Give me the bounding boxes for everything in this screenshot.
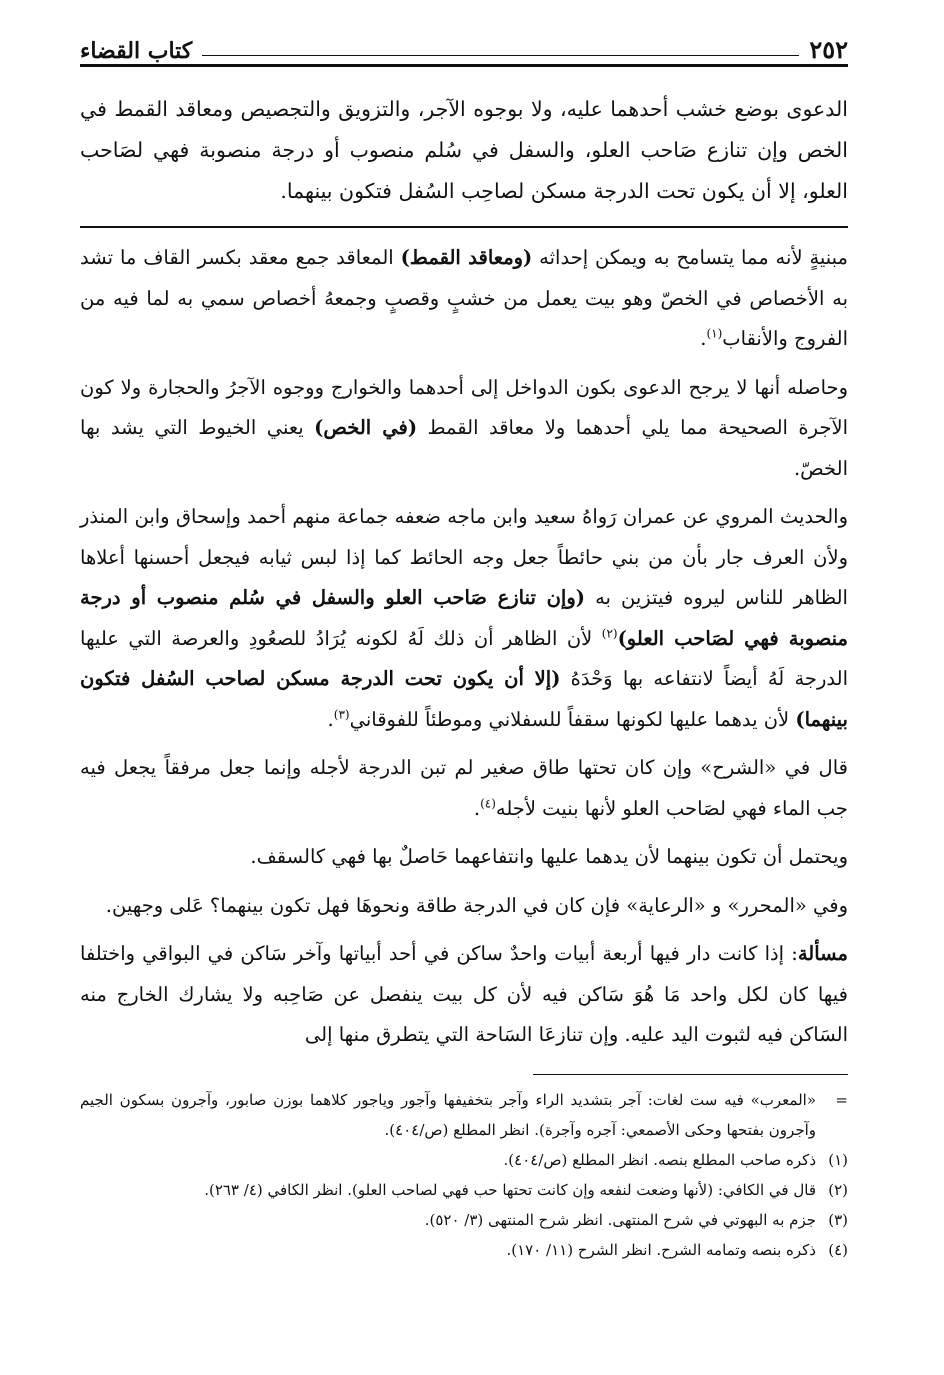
main-text-block — [80, 89, 848, 212]
footnote-marker: (٢) — [828, 1180, 848, 1199]
commentary-text: . — [473, 796, 481, 820]
footnote — [80, 1205, 848, 1235]
footnote-text: ذكره بنصه وتمامه الشرح. انظر الشرح (١١/ ١٧٠). — [506, 1240, 816, 1259]
quoted-term: (في الخص) — [314, 416, 418, 439]
quoted-term: (إلا أن يكون تحت الدرجة مسكن لصاحب السُفل فتكون بينهما) — [80, 667, 848, 731]
commentary-paragraph-1 — [80, 238, 848, 360]
commentary-paragraph-3 — [80, 497, 848, 740]
page-header — [80, 28, 848, 67]
commentary-text: . — [327, 707, 334, 731]
footnote-ref[interactable]: (٢) — [601, 626, 618, 640]
footnote-ref[interactable]: (٣) — [333, 707, 350, 721]
footnote-ref[interactable]: (٤) — [480, 796, 496, 810]
footnote-ref[interactable]: (١) — [706, 326, 723, 341]
commentary-text: والحديث المروي عن عمران رَواهُ سعيد وابن ماجه ضعفه جماعة منهم أحمد وإسحاق وابن المنذر ولأن العرف جار بأن من بني حائطاً جعل وجه الحائط كما إذا لبس ثيابه فيجعل أحسنها أعلاها الظاهر للناس ليروه فيتزين به — [80, 505, 848, 609]
footnote-marker: (٤) — [828, 1240, 848, 1259]
footnote-text: جزم به البهوتي في شرح المنتهى. انظر شرح المنتهى (٣/ ٥٢٠). — [424, 1210, 816, 1229]
commentary-text: المعاقد جمع معقد بكسر القاف ما تشد به الأخصاص في الخصّ وهو بيت يعمل من خشبٍ وقصبٍ وجمعهُ أخصاص سمي به لما فيه من الفروج والأنقاب — [80, 246, 848, 350]
footnote — [80, 1145, 848, 1175]
text-divider — [80, 226, 848, 228]
footnote-text: ذكره صاحب المطلع بنصه. انظر المطلع (ص/٤٠٤). — [503, 1150, 816, 1169]
commentary-text: . — [700, 327, 707, 350]
footnote-text: قال في الكافي: (لأنها وضعت لنفعه وإن كانت تحتها حب فهي لصاحب العلو). انظر الكافي (٤/ ٢٦٣). — [204, 1180, 816, 1199]
commentary-text: : إذا كانت دار فيها أربعة أبيات واحدٌ ساكن في أحد أبياتها وآخر سَاكن في البواقي واختلفا فيها كان لكل واحد مَا هُوَ سَاكن فيه لأن كل بيت ينفصل عن صَاحِبه ولا يشارك الخارج منه السَاكن فيه لثبوت اليد عليه. وإن تنازعَا السَاحة التي يتطرق منها إلى — [80, 942, 848, 1046]
book-title: كتاب القضاء — [80, 38, 193, 64]
commentary-paragraph-7 — [80, 934, 848, 1056]
section-label: مسألة — [797, 942, 848, 965]
header-divider — [202, 55, 799, 56]
commentary-paragraph-5: ويحتمل أن تكون بينهما لأن يدهما عليها وانتفاعهما حَاصلٌ بها فهي كالسقف. — [250, 845, 848, 868]
footnote — [80, 1235, 848, 1265]
footnote-marker: (٣) — [828, 1210, 848, 1229]
commentary-text: مبنيةٍ لأنه مما يتسامح به ويمكن إحداثه — [532, 246, 848, 269]
commentary-text: لأن الظاهر أن ذلك لَهُ لكونه يُرَادُ للصعُودِ والعرصة التي عليها الدرجة لَهُ أيضاً لانتفاعه بها وَحْدَهُ — [80, 626, 848, 690]
book-page — [80, 28, 848, 1265]
commentary-text: قال في «الشرح» وإن كان تحتها طاق صغير لم تبن الدرجة لأجله وإنما جعل مرفقاً يجعل فيه جب الماء فهي لصَاحب العلو لأنها بنيت لأجله — [80, 756, 848, 820]
footnote — [80, 1085, 848, 1145]
footnote — [80, 1175, 848, 1205]
commentary-text: لأن يدهما عليها لكونها سقفاً للسفلاني وموطئاً للفوقاني — [349, 707, 796, 731]
commentary-paragraph-4 — [80, 748, 848, 829]
quoted-term: (ومعاقد القمط) — [400, 246, 533, 269]
footnote-marker: (١) — [828, 1150, 848, 1169]
commentary-text: وحاصله أنها لا يرجح الدعوى بكون الدواخل إلى أحدهما والخوارج ووجوه الآجرُ والحجارة ولا كون الآجرة الصحيحة مما يلي أحدهما ولا معاقد القمط — [80, 375, 848, 439]
commentary-block — [80, 238, 848, 1056]
page-number: ٢٥٢ — [809, 35, 848, 64]
commentary-text: يعني الخيوط التي يشد بها الخصّ. — [80, 416, 848, 480]
commentary-paragraph-6: وفي «المحرر» و «الرعاية» فإن كان في الدرجة طاقة ونحوهَا فهل تكون بينهما؟ عَلى وجهين. — [105, 893, 848, 917]
footnote-marker: = — [835, 1090, 848, 1109]
footnotes — [80, 1085, 848, 1265]
main-paragraph: الدعوى بوضع خشب أحدهما عليه، ولا بوجوه الآجر، والتزويق والتجصيص ومعاقد القمط في الخص وإن تنازع صَاحب العلو، والسفل في سُلم منصوب أو درجة منصوبة فهي لصَاحب العلو، إلا أن يكون تحت الدرجة مسكن لصاحِب السُفل فتكون بينهما. — [80, 97, 848, 203]
commentary-paragraph-2 — [80, 368, 848, 490]
quoted-term: (وإن تنازع صَاحب العلو والسفل في سُلم منصوب أو درجة منصوبة فهي لصَاحب العلو) — [80, 586, 848, 650]
footnote-text: «المعرب» فيه ست لغات: آجر بتشديد الراء وآجر بتخفيفها وآجور وياجور كلاهما بوزن صابور، وآجرون بسكون الجيم وآجرون بفتحها وحكى الأصمعي: آجره وآجرة). انظر المطلع (ص/٤٠٤). — [80, 1090, 816, 1139]
footnote-divider — [533, 1074, 848, 1075]
